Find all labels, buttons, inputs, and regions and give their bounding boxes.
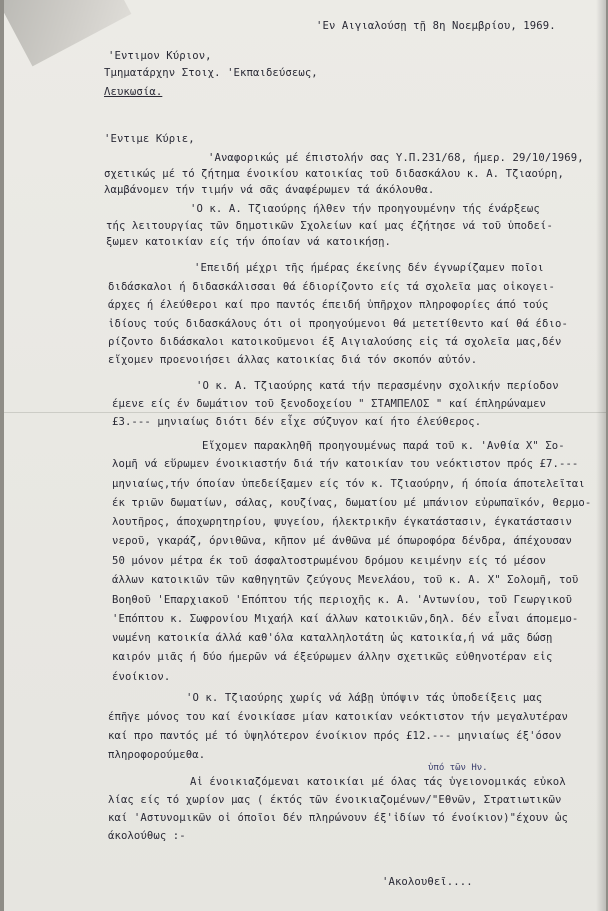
body-line: 50 μόνον μέτρα έκ τοῦ άσφαλτοστρωμένου δρόμου κειμένην είς τό μέσον <box>112 555 547 567</box>
body-line: σχετικώς μέ τό ζήτημα ένοικίου κατοικίας τοῦ διδασκάλου κ. Α. Τζιαούρη, <box>104 168 564 180</box>
body-line: άρχες ή έλεύθεροι καί προ παντός έπειδή ὑπῆρχον πληροφορίες άπό τούς <box>108 299 549 311</box>
body-line: διδάσκαλοι ή διδασκάλισσαι θά έδιορίζοντο είς τά σχολεῖα μας οἰκογει- <box>108 281 555 293</box>
body-line: λίας είς τό χωρίον μας ( έκτός τῶν ένοικιαζομένων/"Εθνῶν, Στρατιωτικῶν <box>108 794 562 806</box>
body-line: ρίζοντο διδάσκαλοι κατοικοῦμενοι έξ Αιγιαλούσης εἰς τά σχολεῖα μας,δέν <box>108 336 562 348</box>
letter-date: 'Εν Αιγιαλούσῃ τῇ 8η Νοεμβρίου, 1969. <box>316 20 556 32</box>
recipient-line: Τμηματάρχην Στοιχ. 'Εκπαιδεύσεως, <box>104 67 318 79</box>
closing-line: 'Ακολουθεῖ.... <box>382 876 473 888</box>
body-line: τής λειτουργίας τῶν δημοτικῶν Σχολείων καί μας έζήτησε νά τοῦ ὑποδεί- <box>106 220 553 232</box>
body-line: Βοηθοῦ 'Επαρχιακοῦ 'Επόπτου τής περιοχῆς κ. Α. 'Αντωνίου, τοῦ Γεωργικοῦ <box>112 594 572 606</box>
body-line: ένοίκιον. <box>112 671 171 683</box>
body-line: μηνιαίως,τήν όποίαν ὑπεδείξαμεν είς τόν κ. Τζιαούρην, ή όποία άποτελεῖται <box>112 478 585 490</box>
body-line: έμενε είς έν δωμάτιον τοῦ ξενοδοχείου " ΣΤΑΜΠΕΛΟΣ " καί έπληρώναμεν <box>112 398 547 410</box>
body-line: έπῆγε μόνος του καί ένοικίασε μίαν κατοικίαν νεόκτιστον τήν μεγαλυτέραν <box>108 711 568 723</box>
body-line: άκολούθως :- <box>108 830 186 842</box>
body-line: £3.--- μηνιαίως διότι δέν εἶχε σύζυγον καί ήτο έλεύθερος. <box>112 416 482 428</box>
body-line: έκ τριῶν δωματίων, σάλας, κουζίνας, δωματίου μέ μπάνιον εὐρωπαϊκόν, θερμο- <box>112 497 592 509</box>
body-line: 'Ο κ. Α. Τζιαούρης ήλθεν τήν προηγουμένην τής ένάρξεως <box>190 203 540 215</box>
body-line: λαμβάνομεν τήν τιμήν νά σᾶς άναφέρωμεν τά άκόλουθα. <box>104 184 435 196</box>
recipient-line: Λευκωσία. <box>104 86 163 98</box>
body-line: Εἴχομεν παρακληθῆ προηγουμένως παρά τοῦ κ. 'Ανθία Χ" Σο- <box>202 440 565 452</box>
body-line: νωμένη κατοικία άλλά καθ'όλα καταλληλοτάτη ὡς κατοικία,ή νά μᾶς δώσῃ <box>112 632 553 644</box>
body-line: 'Ο κ. Τζιαούρης χωρίς νά λάβῃ ὑπόψιν τάς ὑποδείξεις μας <box>186 692 543 704</box>
body-line: ἰδίους τούς διδασκάλους ότι οἱ προηγούμενοι θά μετετίθεντο καί θά έδιο- <box>108 318 568 330</box>
body-line: καιρόν μιᾶς ή δύο ήμερῶν νά έξεύρωμεν άλλην σχετικῶς εὐθηνοτέραν εἰς <box>112 651 553 663</box>
page-edge-shadow <box>596 0 606 911</box>
body-line: 'Αναφορικώς μέ έπιστολήν σας Υ.Π.231/68, ήμερ. 29/10/1969, <box>208 152 584 164</box>
body-line: ξωμεν κατοικίαν είς τήν όποίαν νά κατοικήσῃ. <box>106 236 392 248</box>
body-line: 'Ο κ. Α. Τζιαούρης κατά τήν περασμένην σχολικήν περίοδον <box>196 380 559 392</box>
body-line: καί προ παντός μέ τό ὑψηλότερον ένοίκιον πρός £12.--- μηνιαίως έξ'όσον <box>108 730 562 742</box>
body-line: λουτῆρος, άποχωρητηρίου, ψυγείου, ήλεκτρικῆν έγκατάστασιν, έγκατάστασιν <box>112 516 572 528</box>
paper-crease <box>4 412 606 413</box>
handwritten-insert: ὑπό τῶν Ην. <box>428 763 488 773</box>
letter-page <box>4 0 606 911</box>
body-line: 'Επειδή μέχρι τῆς ήμέρας έκείνης δέν έγνωρίζαμεν ποῖοι <box>194 262 544 274</box>
body-line: νεροῦ, γκαράζ, όρνιθῶνα, κῆπον μέ άνθῶνα μέ όπωροφόρα δένδρα, άπέχουσαν <box>112 535 572 547</box>
body-line: πληροφορούμεθα. <box>108 749 206 761</box>
body-line: εἴχομεν προενοιήσει άλλας κατοικίας διά τόν σκοπόν αὐτόν. <box>108 354 478 366</box>
body-line: καί 'Αστυνομικῶν οἱ όποῖοι δέν πληρώνουν έξ'ἰδίων τό ένοίκιον)"έχουν ὡς <box>108 812 568 824</box>
body-line: άλλων κατοικιῶν τῶν καθηγητῶν ζεύγους Μενελάου, τοῦ κ. Α. Χ" Σολομῆ, τοῦ <box>112 574 579 586</box>
salutation: 'Εντιμε Κύριε, <box>104 133 195 145</box>
body-line: Αἱ ένοικιαζόμεναι κατοικίαι μέ όλας τάς ὑγειονομικάς εὐκολ <box>190 776 566 788</box>
body-line: 'Επόπτου κ. Σωφρονίου Μιχαήλ καί άλλων κατοικιῶν,δηλ. δέν εἶναι άπομεμο- <box>112 613 579 625</box>
recipient-line: 'Εντιμον Κύριον, <box>108 50 212 62</box>
body-line: λομῆ νά εὕρωμεν ένοικιαστήν διά τήν κατοικίαν του νεόκτιστον πρός £7.--- <box>112 458 579 470</box>
